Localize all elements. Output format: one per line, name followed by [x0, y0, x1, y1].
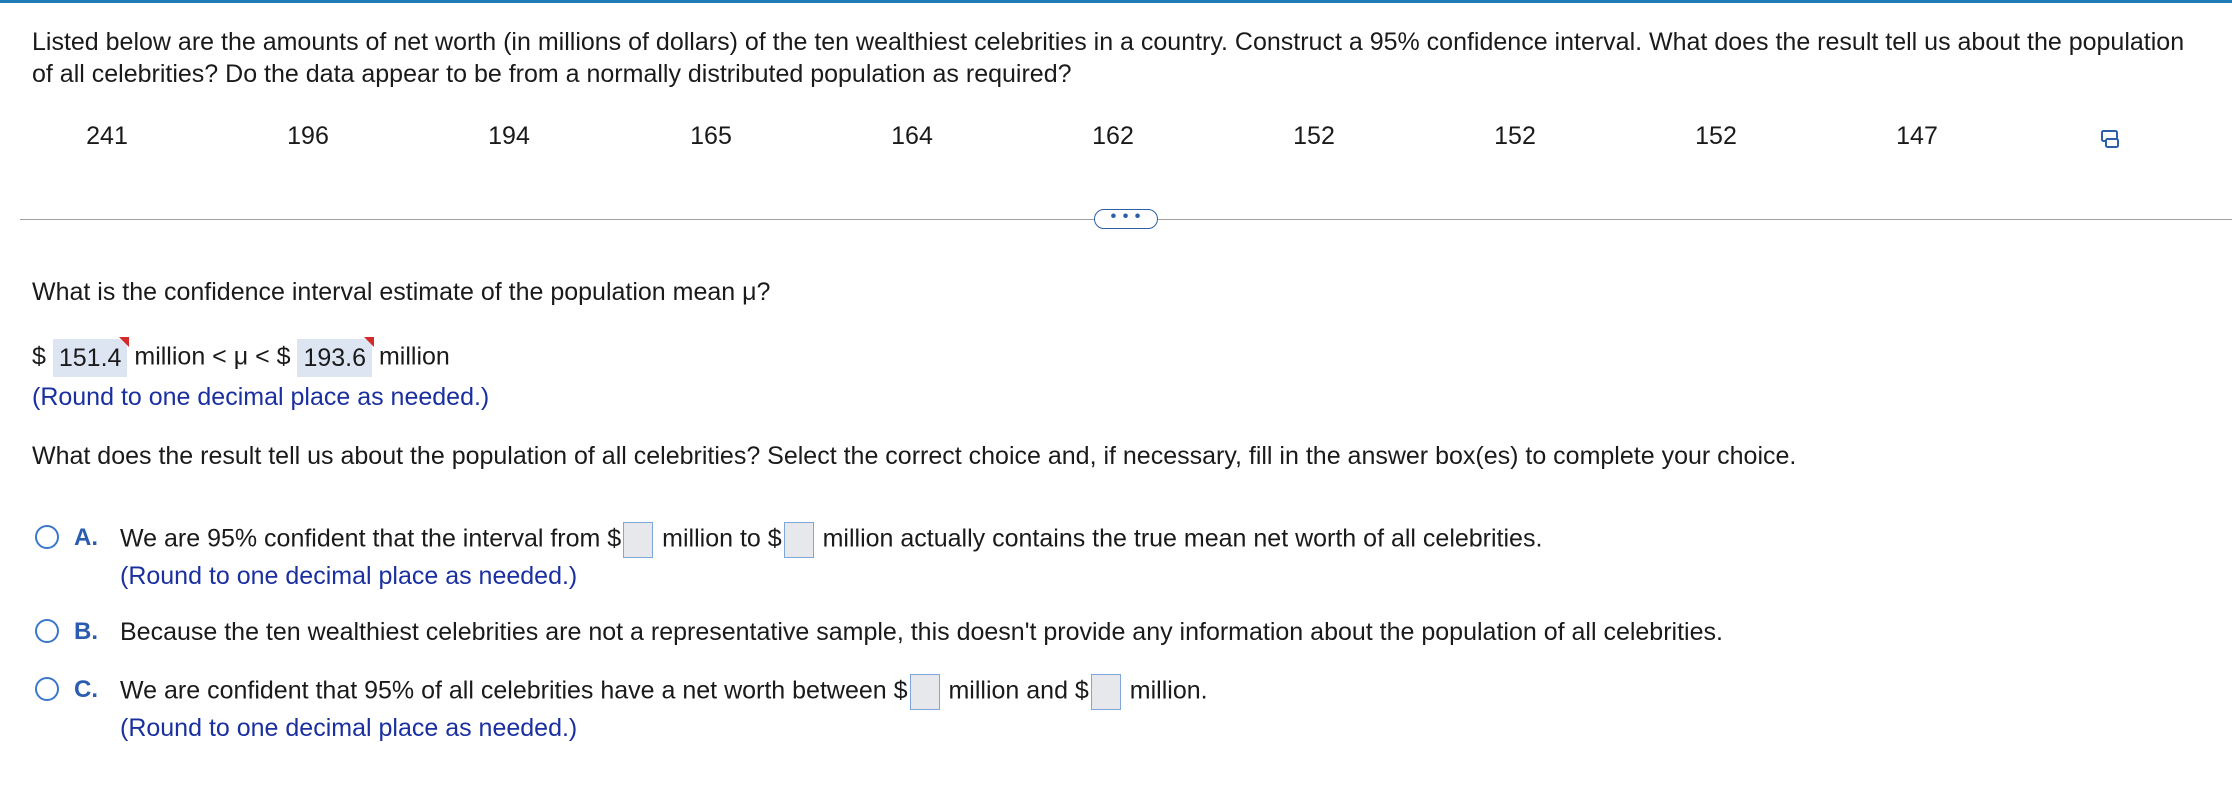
choice-c-rounding-hint: (Round to one decimal place as needed.)	[120, 714, 578, 742]
top-accent-bar	[0, 0, 2232, 3]
choice-a-text-part3: million actually contains the true mean net worth of all celebrities.	[822, 524, 1543, 553]
data-value: 196	[287, 122, 329, 150]
data-value: 152	[1695, 122, 1737, 150]
part1-prompt: What is the confidence interval estimate of the population mean μ?	[32, 278, 771, 306]
incorrect-flag-icon	[364, 337, 374, 347]
choice-b-radio[interactable]	[35, 619, 59, 643]
interval-middle-text: million < μ < $	[134, 342, 291, 371]
lower-bound-answer[interactable]	[53, 339, 128, 377]
data-value: 152	[1494, 122, 1536, 150]
choice-a-radio[interactable]	[35, 525, 59, 549]
choice-c-text-part2: million and $	[948, 676, 1089, 705]
question-text: Listed below are the amounts of net worth (in millions of dollars) of the ten wealthiest celebrities in a country. Construct a 95% confidence interval. What does the result tell us about the population of all celebrities? Do the data appear to be from a normally distributed population as required?	[32, 28, 2185, 88]
data-values-row	[0, 122, 2232, 154]
choice-a-text	[120, 522, 1542, 558]
choice-c-text-part3: million.	[1129, 676, 1208, 705]
choice-c-radio[interactable]	[35, 677, 59, 701]
part2-prompt: What does the result tell us about the population of all celebrities? Select the correct choice and, if necessary, fill in the answer box(es) to complete your choice.	[32, 442, 1797, 470]
data-value: 241	[86, 122, 128, 150]
choice-a-text-part1: We are 95% confident that the interval from $	[120, 524, 622, 553]
part1-rounding-hint: (Round to one decimal place as needed.)	[32, 383, 490, 411]
data-value: 162	[1092, 122, 1134, 150]
choice-a-lower-input[interactable]	[623, 522, 653, 558]
choice-c-text	[120, 674, 1208, 710]
interval-answer-line	[32, 339, 450, 377]
copy-data-icon[interactable]	[2100, 128, 2122, 150]
data-value: 147	[1896, 122, 1938, 150]
choice-b-text: Because the ten wealthiest celebrities are not a representative sample, this doesn't provide any information about the population of all celebrities.	[120, 618, 1723, 646]
interval-suffix: million	[378, 342, 450, 371]
choice-a-rounding-hint: (Round to one decimal place as needed.)	[120, 562, 578, 590]
data-value: 164	[891, 122, 933, 150]
choice-c-text-part1: We are confident that 95% of all celebrities have a net worth between $	[120, 676, 908, 705]
data-value: 165	[690, 122, 732, 150]
expand-more-button[interactable]: • • •	[1094, 209, 1158, 229]
choice-c-lower-input[interactable]	[910, 674, 940, 710]
incorrect-flag-icon	[119, 337, 129, 347]
choice-b-letter: B.	[74, 618, 98, 645]
dollar-sign: $	[32, 342, 46, 371]
data-value: 194	[488, 122, 530, 150]
upper-bound-value: 193.6	[303, 344, 367, 372]
choice-a-letter: A.	[74, 524, 98, 551]
choice-a-upper-input[interactable]	[784, 522, 814, 558]
choice-c-upper-input[interactable]	[1091, 674, 1121, 710]
choice-a-text-part2: million to $	[662, 524, 782, 553]
lower-bound-value: 151.4	[58, 344, 122, 372]
choice-c-letter: C.	[74, 676, 98, 703]
data-value: 152	[1293, 122, 1335, 150]
upper-bound-answer[interactable]	[297, 339, 372, 377]
